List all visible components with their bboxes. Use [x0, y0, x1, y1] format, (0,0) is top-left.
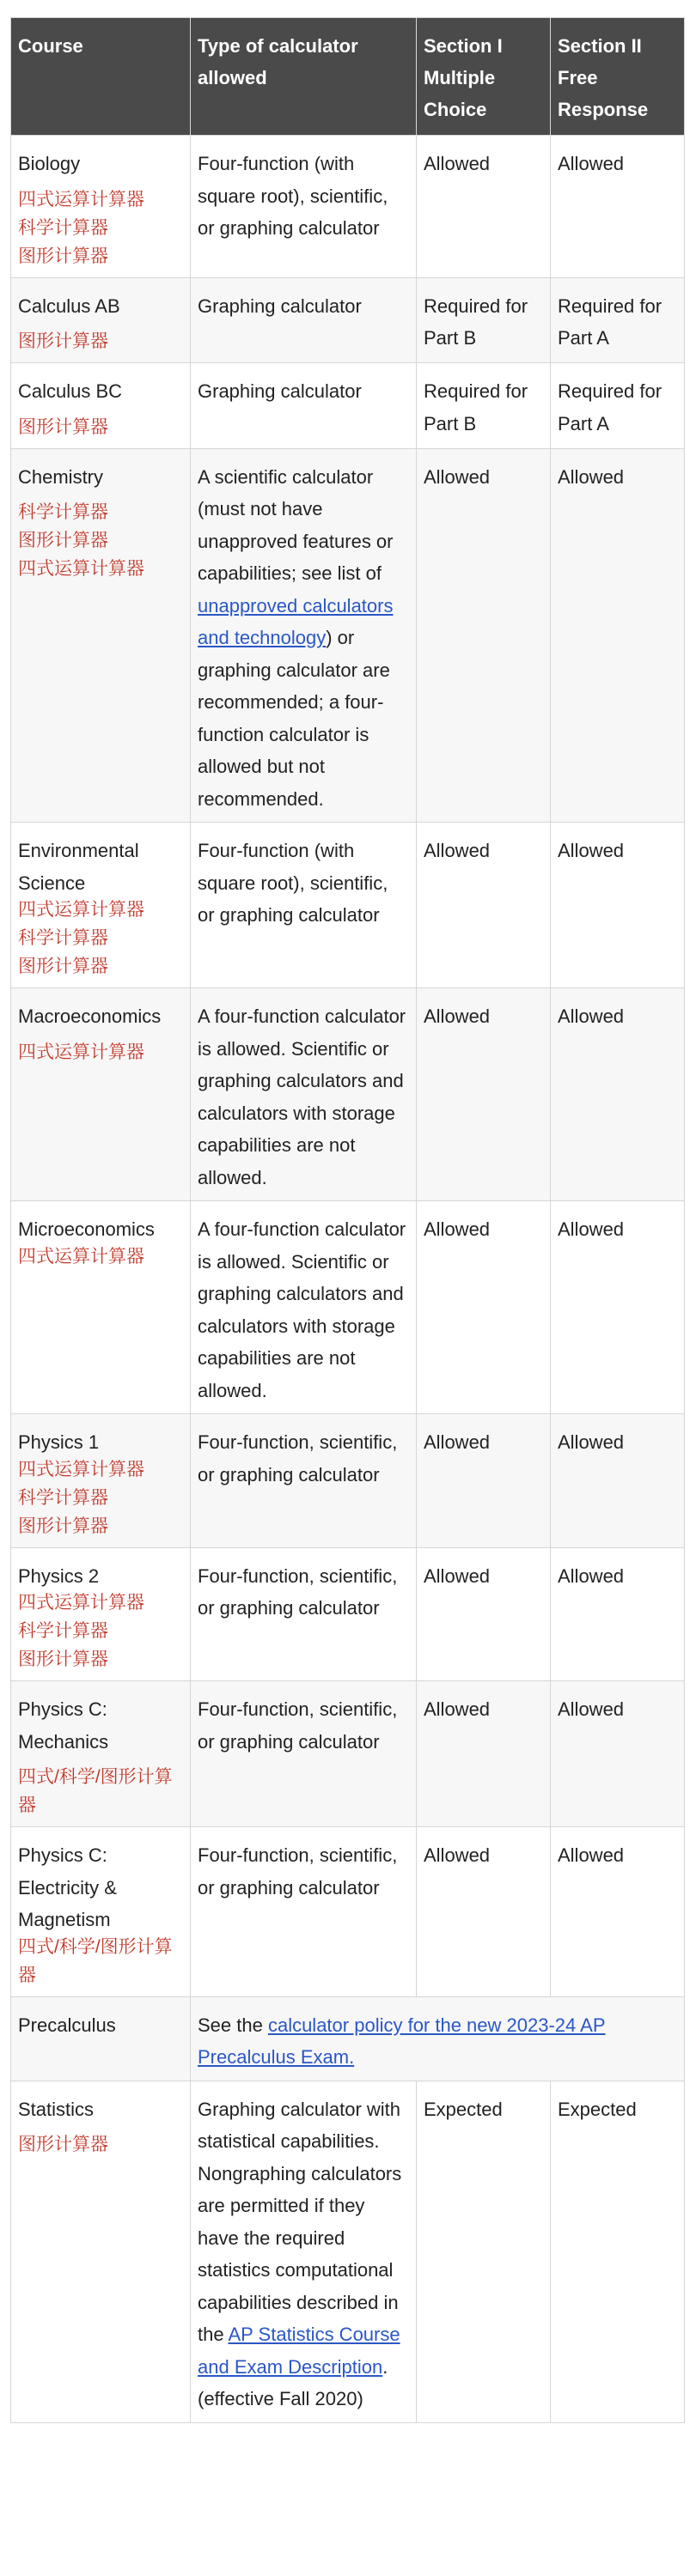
calculator-type-label: 图形计算器: [18, 331, 108, 351]
calculator-type-text: Graphing calculator: [198, 295, 362, 317]
calculator-type-cell: [191, 1547, 417, 1681]
header-section-1: Section I Multiple Choice: [417, 18, 551, 136]
calculator-type-cell: [191, 136, 417, 278]
section-2-cell: Allowed: [551, 1681, 685, 1827]
calculator-type-label: 图形计算器: [18, 531, 108, 550]
course-name: Calculus AB: [18, 295, 120, 317]
section-2-cell: Allowed: [551, 988, 685, 1201]
calculator-type-text: Graphing calculator: [198, 380, 362, 402]
section-1-cell: Allowed: [417, 448, 551, 823]
course-name: Physics 1: [18, 1431, 100, 1453]
section-1-cell: Required for Part B: [417, 363, 551, 449]
calculator-type-text: Four-function, scientific, or graphing calculator: [198, 1698, 398, 1753]
calculator-type-text: Four-function, scientific, or graphing calculator: [198, 1431, 398, 1485]
calculator-type-cell: [191, 988, 417, 1201]
course-name: Statistics: [18, 2098, 95, 2120]
table-header-row: [11, 18, 685, 136]
calculator-type-cell: [191, 277, 417, 363]
calculator-type-text: . (effective Fall 2020): [198, 2355, 388, 2409]
course-cell: [11, 136, 191, 278]
course-cell: [11, 1827, 191, 1997]
course-cell: [11, 1201, 191, 1414]
table-row: [11, 448, 685, 823]
course-cell: [11, 2081, 191, 2422]
table-row: [11, 1414, 685, 1548]
course-name: Environmental Science: [18, 840, 139, 894]
calculator-type-cell: [191, 1827, 417, 1997]
calculator-type-text: Four-function, scientific, or graphing calculator: [198, 1564, 398, 1619]
course-name: Microeconomics: [18, 1218, 155, 1240]
calculator-type-cell: [191, 1996, 685, 2081]
table-row: [11, 277, 685, 363]
calculator-type-label: 四式运算计算器: [18, 1593, 144, 1613]
course-cell: [11, 277, 191, 363]
section-2-cell: Allowed: [551, 136, 685, 278]
calculator-type-text: A four-function calculator is allowed. Scientific or graphing calculators and calculators with storage capabilities are not allowed.: [198, 1005, 406, 1188]
calculator-type-cell: [191, 363, 417, 449]
course-name: Physics C: Electricity & Magnetism: [18, 1844, 117, 1930]
calculator-type-text: Four-function, scientific, or graphing calculator: [198, 1844, 398, 1899]
calculator-type-label: 四式运算计算器: [18, 1246, 144, 1267]
calculator-type-cell: [191, 1201, 417, 1414]
calculator-type-text: A four-function calculator is allowed. Scientific or graphing calculators and calculators with storage capabilities are not allowed.: [198, 1218, 406, 1401]
calculator-type-text: ) or graphing calculator are recommended; a four-function calculator is allowed but not recommended.: [198, 627, 390, 810]
calculator-type-cell: [191, 1681, 417, 1827]
calculator-type-cell: [191, 448, 417, 823]
calculator-type-label: 四式运算计算器: [18, 900, 144, 920]
calculator-type-label: 科学计算器: [18, 1487, 108, 1508]
calculator-type-label: 图形计算器: [18, 1649, 108, 1669]
section-2-cell: Allowed: [551, 823, 685, 988]
table-row: [11, 1201, 685, 1414]
calculator-type-text: Four-function (with square root), scientific, or graphing calculator: [198, 840, 388, 926]
section-2-cell: Allowed: [551, 1827, 685, 1997]
table-body: [11, 136, 685, 2423]
calculator-policy-table: [10, 17, 685, 2423]
calculator-type-text: See the: [198, 2014, 268, 2036]
calculator-type-text: Four-function (with square root), scientific, or graphing calculator: [198, 153, 388, 239]
table-row: [11, 136, 685, 278]
section-2-cell: Required for Part A: [551, 363, 685, 449]
header-section-2: Section II Free Response: [551, 18, 685, 136]
calculator-type-label: 科学计算器: [18, 502, 108, 522]
calculator-type-label: 四式运算计算器: [18, 189, 144, 210]
section-2-cell: Expected: [551, 2081, 685, 2422]
section-1-cell: Allowed: [417, 1414, 551, 1548]
calculator-type-label: 图形计算器: [18, 2135, 108, 2154]
course-cell: [11, 363, 191, 449]
section-1-cell: Allowed: [417, 136, 551, 278]
course-name: Macroeconomics: [18, 1005, 162, 1027]
section-1-cell: Allowed: [417, 988, 551, 1201]
calculator-type-cell: [191, 1414, 417, 1548]
course-cell: [11, 448, 191, 823]
section-1-cell: Allowed: [417, 1681, 551, 1827]
calculator-type-label: 图形计算器: [18, 416, 108, 437]
section-1-cell: Allowed: [417, 1827, 551, 1997]
section-2-cell: Allowed: [551, 1547, 685, 1681]
table-row: [11, 823, 685, 988]
calculator-type-label: 科学计算器: [18, 928, 108, 948]
section-2-cell: Allowed: [551, 448, 685, 823]
table-row: [11, 1681, 685, 1827]
section-2-cell: Allowed: [551, 1414, 685, 1548]
calculator-type-label: 四式运算计算器: [18, 559, 144, 579]
section-1-cell: Allowed: [417, 1201, 551, 1414]
policy-link[interactable]: unapproved calculators and technology: [198, 594, 394, 648]
calculator-type-label: 图形计算器: [18, 1516, 108, 1536]
calculator-type-label: 科学计算器: [18, 217, 108, 238]
header-course: Course: [11, 18, 191, 136]
section-1-cell: Expected: [417, 2081, 551, 2422]
table-row: [11, 1827, 685, 1997]
course-name: Physics 2: [18, 1564, 100, 1587]
section-2-cell: Required for Part A: [551, 277, 685, 363]
calculator-type-label: 图形计算器: [18, 957, 108, 976]
calculator-policy-table-container: [10, 17, 684, 2423]
table-row: [11, 2081, 685, 2422]
course-name: Calculus BC: [18, 380, 123, 402]
calculator-type-text: A scientific calculator (must not have unapproved features or capabilities; see list of: [198, 465, 394, 584]
calculator-type-label: 四式/科学/图形计算器: [18, 1767, 173, 1815]
course-name: Precalculus: [18, 2014, 116, 2036]
course-cell: [11, 988, 191, 1201]
course-name: Chemistry: [18, 465, 104, 488]
table-row: [11, 988, 685, 1201]
calculator-type-text: Graphing calculator with statistical capabilities. Nongraphing calculators are permitted if they have the required statistics computational capabilities described in the: [198, 2098, 402, 2345]
course-cell: [11, 1414, 191, 1548]
policy-link[interactable]: AP Statistics Course and Exam Description: [198, 2324, 400, 2378]
section-1-cell: Allowed: [417, 1547, 551, 1681]
header-calculator-type: Type of calculator allowed: [191, 18, 417, 136]
calculator-type-cell: [191, 2081, 417, 2422]
course-cell: [11, 1547, 191, 1681]
policy-link[interactable]: calculator policy for the new 2023-24 AP Precalculus Exam.: [198, 2014, 606, 2068]
calculator-type-label: 四式/科学/图形计算器: [18, 1936, 173, 1985]
table-row: [11, 363, 685, 449]
calculator-type-label: 四式运算计算器: [18, 1459, 144, 1479]
table-row: [11, 1547, 685, 1681]
course-cell: [11, 1681, 191, 1827]
course-cell: [11, 823, 191, 988]
calculator-type-label: 科学计算器: [18, 1621, 108, 1641]
calculator-type-label: 四式运算计算器: [18, 1042, 144, 1062]
section-1-cell: Allowed: [417, 823, 551, 988]
course-cell: [11, 1996, 191, 2081]
calculator-type-label: 图形计算器: [18, 246, 108, 266]
calculator-type-cell: [191, 823, 417, 988]
section-1-cell: Required for Part B: [417, 277, 551, 363]
course-name: Biology: [18, 153, 81, 174]
section-2-cell: Allowed: [551, 1201, 685, 1414]
table-row: [11, 1996, 685, 2081]
course-name: Physics C: Mechanics: [18, 1698, 109, 1753]
